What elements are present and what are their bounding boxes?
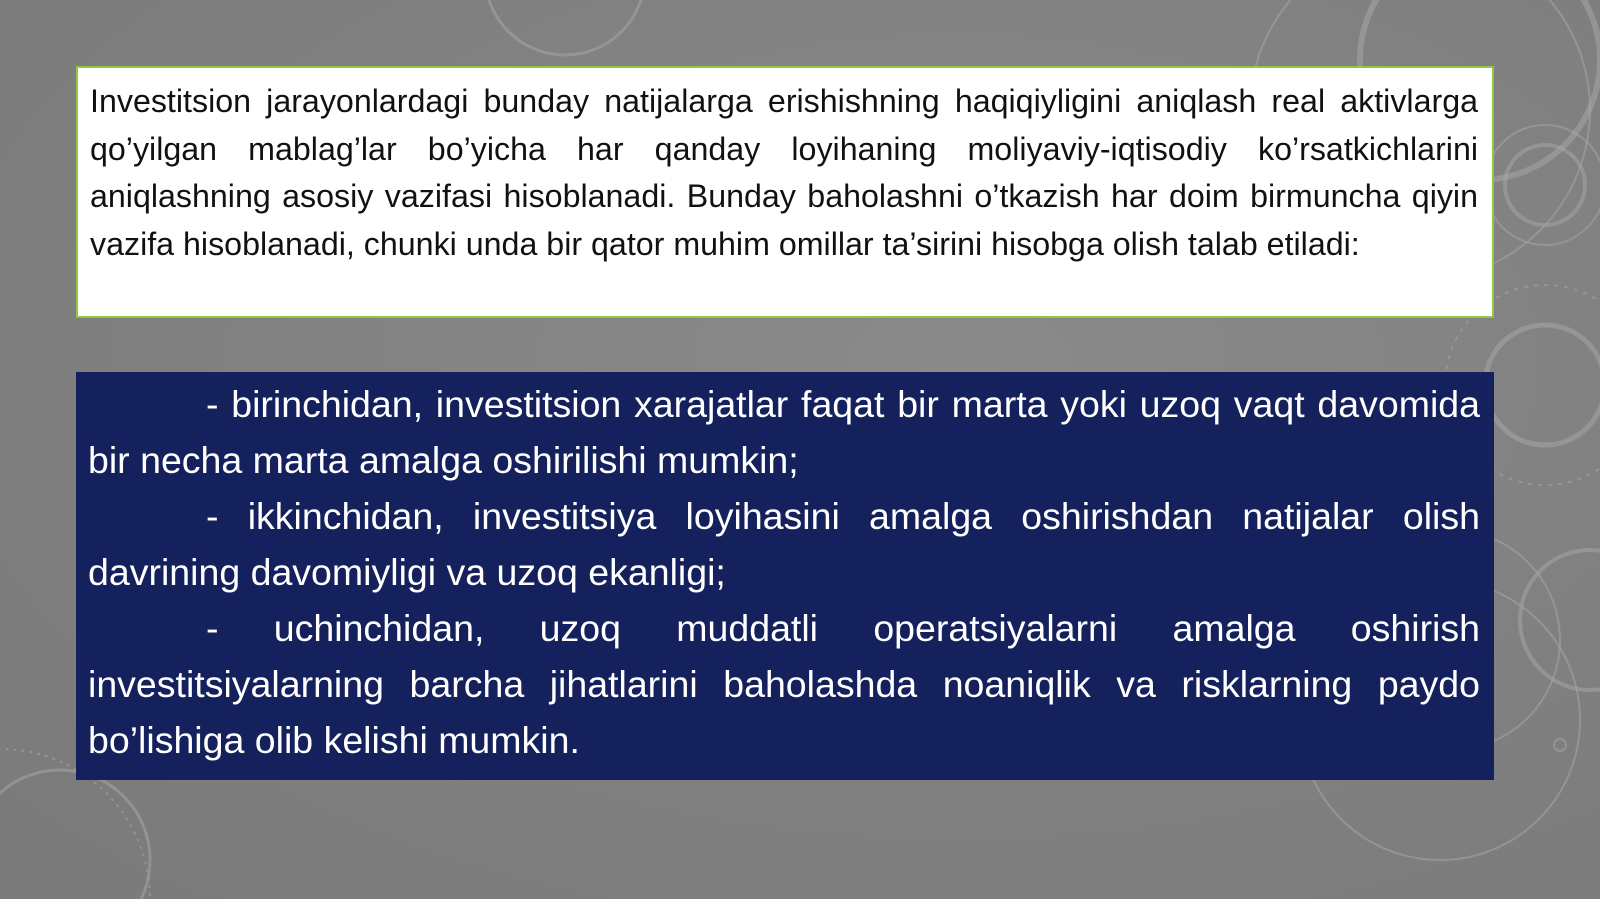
intro-text-box	[76, 66, 1494, 318]
point-first: - birinchidan, investitsion xarajatlar faqat bir marta yoki uzoq vaqt davomida bir necha marta amalga oshirilishi mumkin;	[88, 383, 1480, 481]
points-box	[76, 372, 1494, 780]
intro-paragraph: Investitsion jarayonlardagi bunday natijalarga erishishning haqiqiyligini aniqlash real aktivlarga qo’yilgan mablag’lar bo’yicha har qanday loyihaning moliyaviy-iqtisodiy ko’rsatkichlarini aniqlashning asosiy vazifasi hisoblanadi. Bunday baholashni o’tkazish har doim birmuncha qiyin vazifa hisoblanadi, chunki unda bir qator muhim omillar ta’sirini hisobga olish talab etiladi:	[90, 83, 1478, 262]
point-third: - uchinchidan, uzoq muddatli operatsiyalarni amalga oshirish investitsiyalarning barcha jihatlarini baholashda noaniqlik va risklarning paydo bo’lishiga olib kelishi mumkin.	[88, 607, 1480, 761]
point-second: - ikkinchidan, investitsiya loyihasini amalga oshirishdan natijalar olish davrining davomiyligi va uzoq ekanligi;	[88, 495, 1480, 593]
